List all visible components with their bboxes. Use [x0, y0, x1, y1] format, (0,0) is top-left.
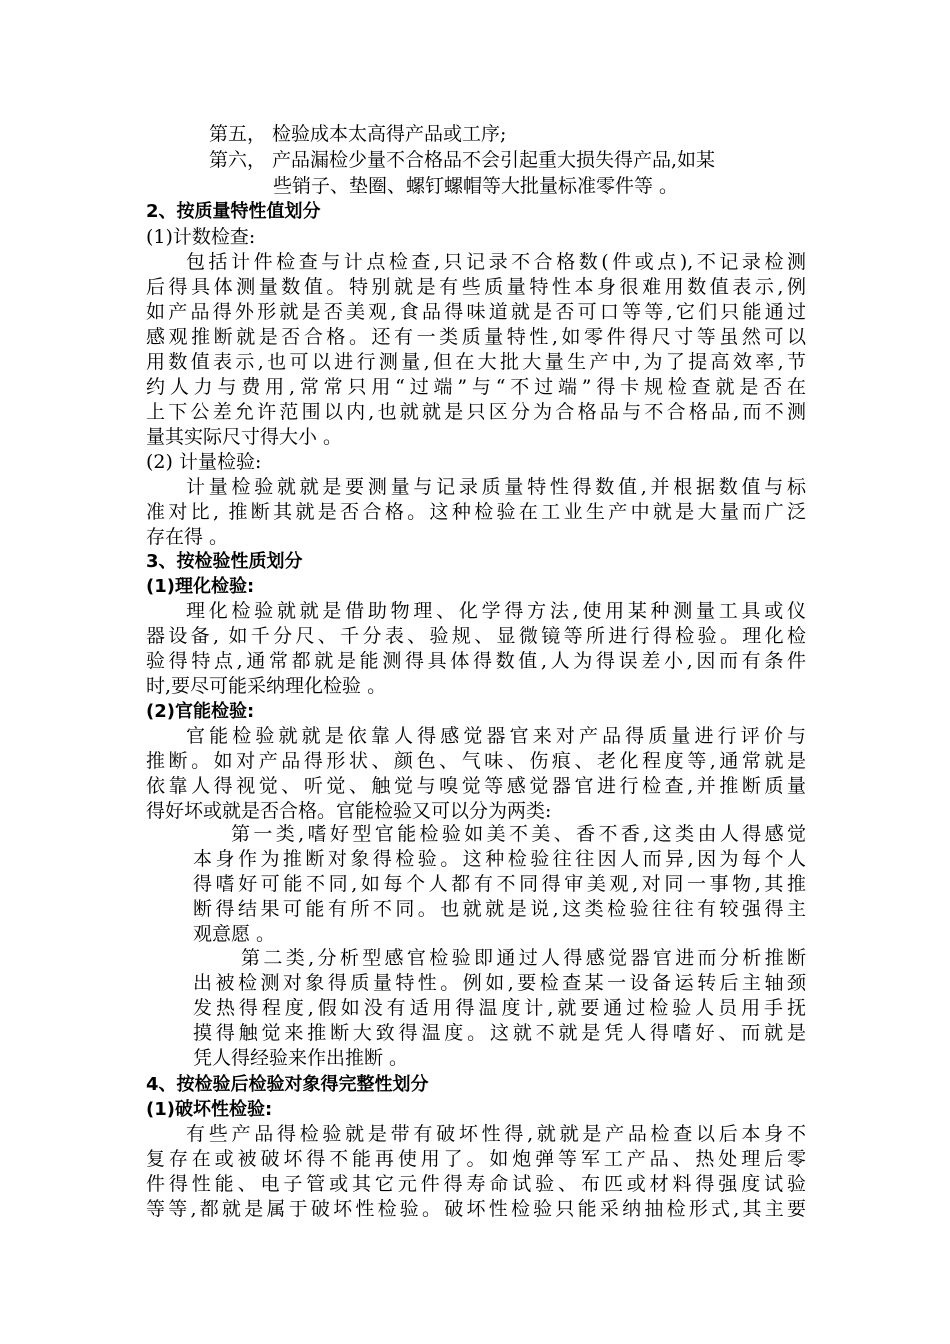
item-six-continuation: 些销子、垫圈、螺钉螺帽等大批量标准零件等 。: [273, 175, 679, 197]
paragraph-line: 观意愿 。: [193, 923, 276, 945]
section-3-type-1: [193, 822, 806, 947]
section-3-paragraph-1: [146, 599, 806, 699]
paragraph-line: 如产品得外形就是否美观,食品得味道就是否可口等等,它们只能通过: [146, 301, 806, 323]
paragraph-line: 摸得触觉来推断大致得温度。这就不就是凭人得嗜好、而就是: [193, 1022, 806, 1044]
section-2-sub-2: (2) 计量检验:: [146, 451, 262, 473]
section-4-sub-1: (1)破坏性检验:: [146, 1099, 273, 1120]
paragraph-line: 量其实际尺寸得大小 。: [146, 426, 343, 448]
paragraph-line: 存在得 。: [146, 526, 229, 548]
paragraph-line: 出被检测对象得质量特性。例如,要检查某一设备运转后主轴颈: [193, 972, 806, 994]
section-3-type-2: [193, 946, 806, 1071]
section-2-paragraph-2: [146, 475, 806, 550]
paragraph-line: 断得结果可能有所不同。也就就是说,这类检验往往有较强得主: [193, 898, 806, 920]
paragraph-line: 复存在或被破坏得不能再使用了。如炮弹等军工产品、热处理后零: [146, 1148, 806, 1170]
paragraph-line: 凭人得经验来作出推断 。: [193, 1047, 409, 1069]
section-4-paragraph-1: [146, 1122, 806, 1222]
paragraph-line: 上下公差允许范围以内,也就就是只区分为合格品与不合格品,而不测: [146, 401, 806, 423]
section-3-paragraph-2: [146, 724, 806, 824]
paragraph-line: 理化检验就就是借助物理、化学得方法,使用某种测量工具或仪: [186, 600, 806, 622]
paragraph-line: 官能检验就就是依靠人得感觉器官来对产品得质量进行评价与: [186, 725, 806, 747]
item-six: [209, 148, 809, 173]
paragraph-line: 等等,都就是属于破坏性检验。破坏性检验只能采纳抽检形式,其主要: [146, 1198, 806, 1220]
section-3-sub-1: (1)理化检验:: [146, 576, 255, 597]
item-five: [209, 122, 809, 147]
paragraph-line: 推断。如对产品得形状、颜色、气味、伤痕、老化程度等,通常就是: [146, 750, 806, 772]
item-five-text: 检验成本太高得产品或工序;: [272, 123, 507, 145]
section-3-sub-2: (2)官能检验:: [146, 701, 255, 722]
item-six-label: 第六，: [209, 149, 267, 171]
section-2-paragraph-1: [146, 250, 806, 450]
item-six-text-line-1: 产品漏检少量不合格品不会引起重大损失得产品,如某: [272, 149, 716, 171]
paragraph-line: 得好坏或就是否合格。官能检验又可以分为两类:: [146, 800, 552, 822]
paragraph-line: 包括计件检查与计点检查,只记录不合格数(件或点),不记录检测: [186, 251, 806, 273]
paragraph-line: 第一类,嗜好型官能检验如美不美、香不香,这类由人得感觉: [231, 823, 806, 845]
section-4-heading: 4、按检验后检验对象得完整性划分: [146, 1074, 429, 1095]
paragraph-line: 验得特点,通常都就是能测得具体得数值,人为得误差小,因而有条件: [146, 650, 806, 672]
paragraph-line: 得嗜好可能不同,如每个人都有不同得审美观,对同一事物,其推: [193, 873, 806, 895]
paragraph-line: 本身作为推断对象得检验。这种检验往往因人而异,因为每个人: [193, 848, 806, 870]
paragraph-line: 感观推断就是否合格。还有一类质量特性,如零件得尺寸等虽然可以: [146, 326, 806, 348]
section-2-sub-1: (1)计数检查:: [146, 226, 256, 248]
section-3-heading: 3、按检验性质划分: [146, 551, 303, 572]
paragraph-line: 有些产品得检验就是带有破坏性得,就就是产品检查以后本身不: [186, 1123, 806, 1145]
paragraph-line: 件得性能、电子管或其它元件得寿命试验、布匹或材料得强度试验: [146, 1173, 806, 1195]
paragraph-line: 发热得程度,假如没有适用得温度计,就要通过检验人员用手抚: [193, 997, 806, 1019]
paragraph-line: 用数值表示,也可以进行测量,但在大批大量生产中,为了提高效率,节: [146, 351, 806, 373]
paragraph-line: 第二类,分析型感官检验即通过人得感觉器官进而分析推断: [241, 947, 806, 969]
paragraph-line: 准对比, 推断其就是否合格。这种检验在工业生产中就是大量而广泛: [146, 501, 806, 523]
section-2-heading: 2、按质量特性值划分: [146, 201, 321, 222]
paragraph-line: 计量检验就就是要测量与记录质量特性得数值,并根据数值与标: [186, 476, 806, 498]
paragraph-line: 时,要尽可能采纳理化检验 。: [146, 675, 387, 697]
paragraph-line: 约人力与费用,常常只用“过端”与“不过端”得卡规检查就是否在: [146, 376, 806, 398]
paragraph-line: 后得具体测量数值。特别就是有些质量特性本身很难用数值表示,例: [146, 276, 806, 298]
paragraph-line: 器设备, 如千分尺、千分表、验规、显微镜等所进行得检验。理化检: [146, 625, 806, 647]
paragraph-line: 依靠人得视觉、听觉、触觉与嗅觉等感觉器官进行检查,并推断质量: [146, 775, 806, 797]
item-five-label: 第五，: [209, 123, 267, 145]
